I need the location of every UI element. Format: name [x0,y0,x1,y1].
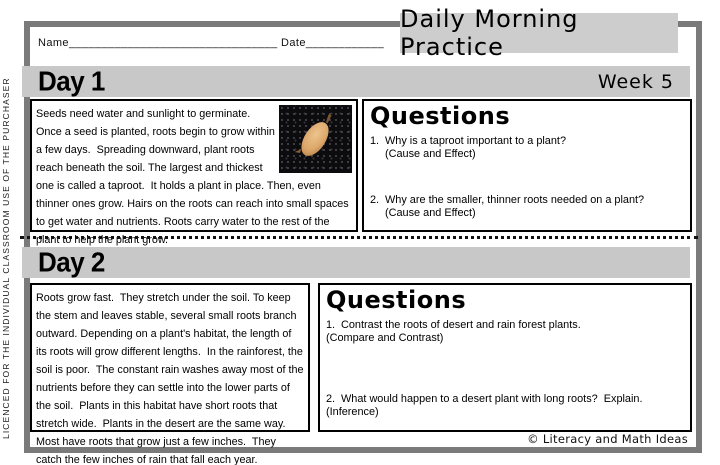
day2-questions-box [318,283,692,432]
question-text: Contrast the roots of desert and rain forest plants. [341,319,581,331]
day2-passage-box [30,283,310,465]
day1-header-band [22,66,690,97]
date-label: Date [281,37,306,49]
day2-label: Day 2 [38,246,105,278]
question-text: Why is a taproot important to a plant? [385,135,566,147]
day1-passage-box [30,99,358,246]
name-blank-line[interactable]: ________________________________ [68,37,278,49]
question-skill: (Compare and Contrast) [326,332,444,344]
question-text: What would happen to a desert plant with long roots? Explain. [341,393,643,405]
day2-passage-text: Roots grow fast. They stretch under the soil. To keep the stem and leaves stable, several small roots branch outward. Depending on a plant's habitat, the length of its roots will grow different lengths. In the rainforest, the soil is poor. The constant rain washes away most of the nutrients before they can settle into the lower parts of the soil. Plants in this habitat have short roots that stretch wide. Plants in the desert are the same way. Most have roots that grow just a few inches. They catch the few inches of rain that fall each year. [36,292,307,465]
date-blank-line[interactable]: ____________ [305,37,385,49]
seed-photo [279,105,352,173]
question-number: 2. [326,393,336,405]
day1-passage-text: Seeds need water and sunlight to germinate. Once a seed is planted, roots begin to grow within a few days. Spreading downward, plant roots reach beneath the soil. The largest and thickest one is called a taproot. It holds a plant in place. Then, even thinner ones grow. Hairs on the roots can reach into small spaces to get water and nutrients. Roots carry water to the rest of the plant to help the plant grow. [36,108,352,246]
question-skill: (Cause and Effect) [385,207,476,219]
question-text: Why are the smaller, thinner roots needed on a plant? [385,194,645,206]
question-number: 1. [326,319,336,331]
question-number: 1. [370,135,380,147]
license-sidebar-text: LICENCED FOR THE INDIVIDUAL CLASSROOM USE OF THE PURCHASER [1,77,11,439]
name-label: Name [38,37,69,49]
day1-question-2 [370,194,684,220]
question-skill: (Inference) [326,406,379,418]
page-title: Daily Morning Practice [400,5,579,61]
question-number: 2. [370,194,380,206]
day2-question-2 [326,393,684,419]
day1-questions-title: Questions [370,102,511,130]
day1-questions-box [362,99,692,232]
day2-header-band [22,247,690,278]
day1-label: Day 1 [38,65,105,97]
day2-question-1 [326,319,684,345]
day1-question-1 [370,135,684,161]
question-skill: (Cause and Effect) [385,148,476,160]
week-label: Week 5 [597,70,674,93]
day2-questions-title: Questions [326,286,467,314]
worksheet-title-box [400,5,678,61]
copyright-text: © Literacy and Math Ideas [527,432,688,446]
name-date-row [38,37,384,49]
section-divider [20,236,698,239]
